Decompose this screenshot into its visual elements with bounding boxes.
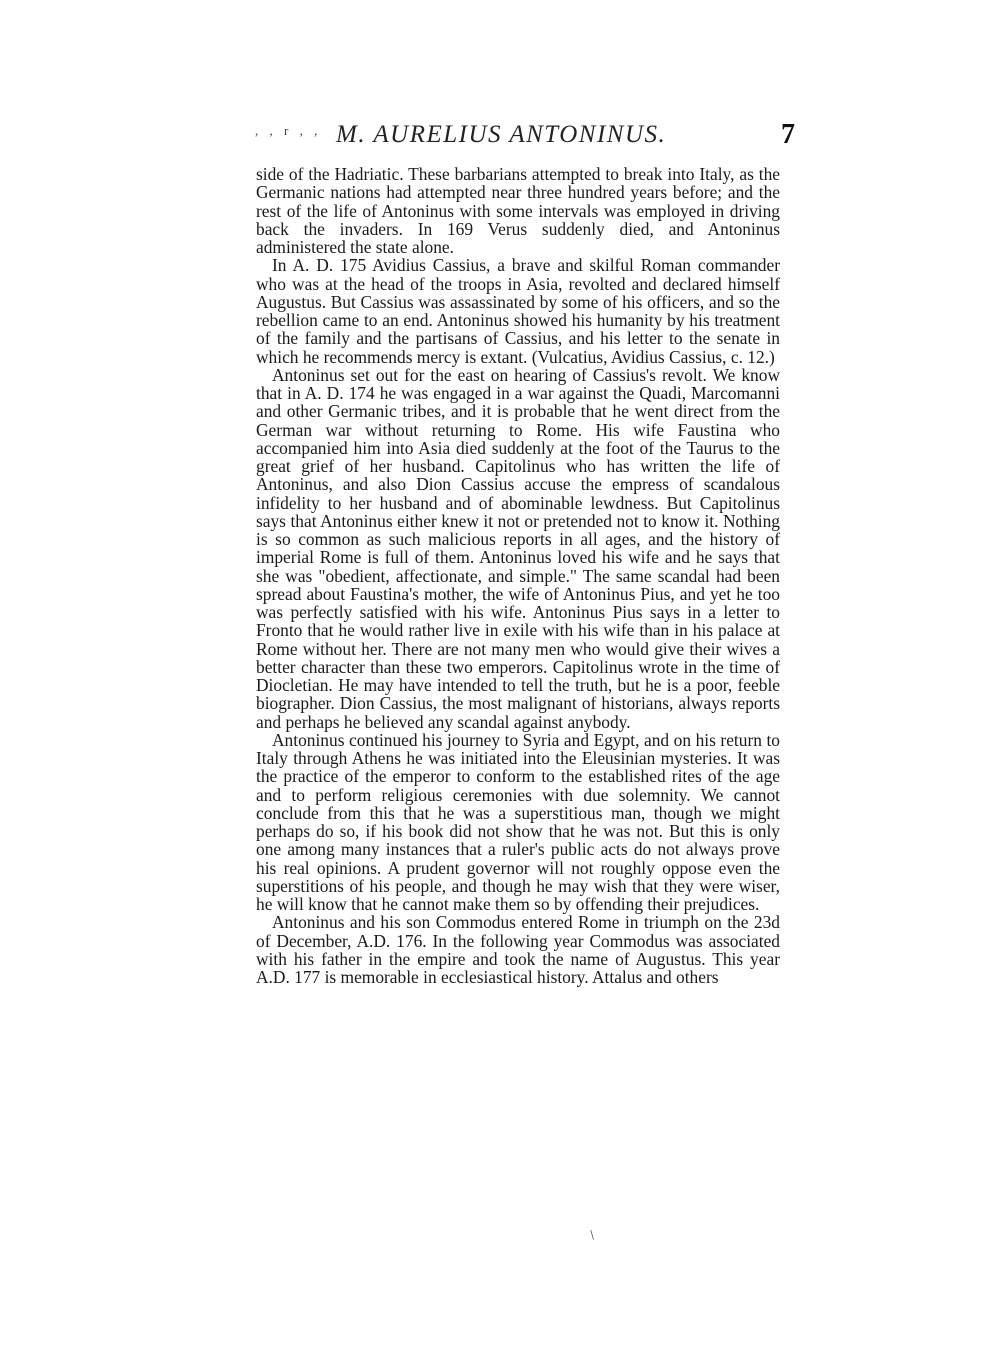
body-text: [256, 165, 780, 986]
running-title: M. AURELIUS ANTONINUS.: [336, 121, 667, 148]
paragraph-4: Antoninus continued his journey to Syria and Egypt, and on his return to Italy through Athens he was initiated into the Eleusinian mysteries. It was the practice of the emperor to conform to the established rites of the age and to perform religious ceremonies with due solemnity. We cannot conclude from this that he was a superstitious man, though we might perhaps do so, if his book did not show that he was not. But this is only one among many instances that a ruler's public acts do not always prove his real opinions. A prudent governor will not roughly oppose even the superstitions of his people, and though he may wish that they were wiser, he will know that he cannot make them so by offending their prejudices.: [256, 729, 780, 914]
footer-stray-mark: /: [586, 1228, 599, 1243]
paragraph-5: Antoninus and his son Commodus entered Rome in triumph on the 23d of December, A.D. 176. In the following year Commodus was associated with his father in the empire and took the name of Augustus. This year A.D. 177 is memorable in ecclesiastical history. Attalus and others: [256, 912, 780, 987]
page-header: [255, 121, 795, 155]
page-number: 7: [781, 119, 795, 150]
paragraph-2: In A. D. 175 Avidius Cassius, a brave and skilful Roman commander who was at the head of the troops in Asia, revolted and declared himself Augustus. But Cassius was assassinated by some of his officers, and so the rebellion came to an end. Antoninus showed his humanity by his treatment of the family and the partisans of Cassius, and his letter to the senate in which he recommends mercy is extant. (Vulcatius, Avidius Cassius, c. 12.): [256, 255, 780, 367]
header-stray-marks: , , r , ,: [255, 123, 322, 138]
paragraph-3: Antoninus set out for the east on hearing of Cassius's revolt. We know that in A. D. 174 he was engaged in a war against the Quadi, Marcomanni and other Germanic tribes, and it is probable that he went direct from the German war without returning to Rome. His wife Faustina who accompanied him into Asia died suddenly at the foot of the Taurus to the great grief of her husband. Capitolinus who has written the life of Antoninus, and also Dion Cassius accuse the empress of scandalous infidelity to her husband and of abominable lewdness. But Capitolinus says that Antoninus either knew it not or pretended not to know it. Nothing is so common as such malicious reports in all ages, and the history of imperial Rome is full of them. Antoninus loved his wife and he says that she was "obedient, affectionate, and simple." The same scandal had been spread about Faustina's mother, the wife of Antoninus Pius, and yet he too was perfectly satisfied with his wife. Antoninus Pius says in a letter to Fronto that he would rather live in exile with his wife than in his palace at Rome without her. There are not many men who would give their wives a better character than these two emperors. Capitolinus wrote in the time of Diocletian. He may have intended to tell the truth, but he is a poor, feeble biographer. Dion Cassius, the most malignant of historians, always reports and perhaps he believed any scandal against anybody.: [256, 364, 780, 732]
paragraph-1: side of the Hadriatic. These barbarians attempted to break into Italy, as the Germanic nations had attempted near three hundred years before; and the rest of the life of Antoninus with some intervals was employed in driving back the invaders. In 169 Verus suddenly died, and Antoninus administered the state alone.: [256, 164, 780, 257]
